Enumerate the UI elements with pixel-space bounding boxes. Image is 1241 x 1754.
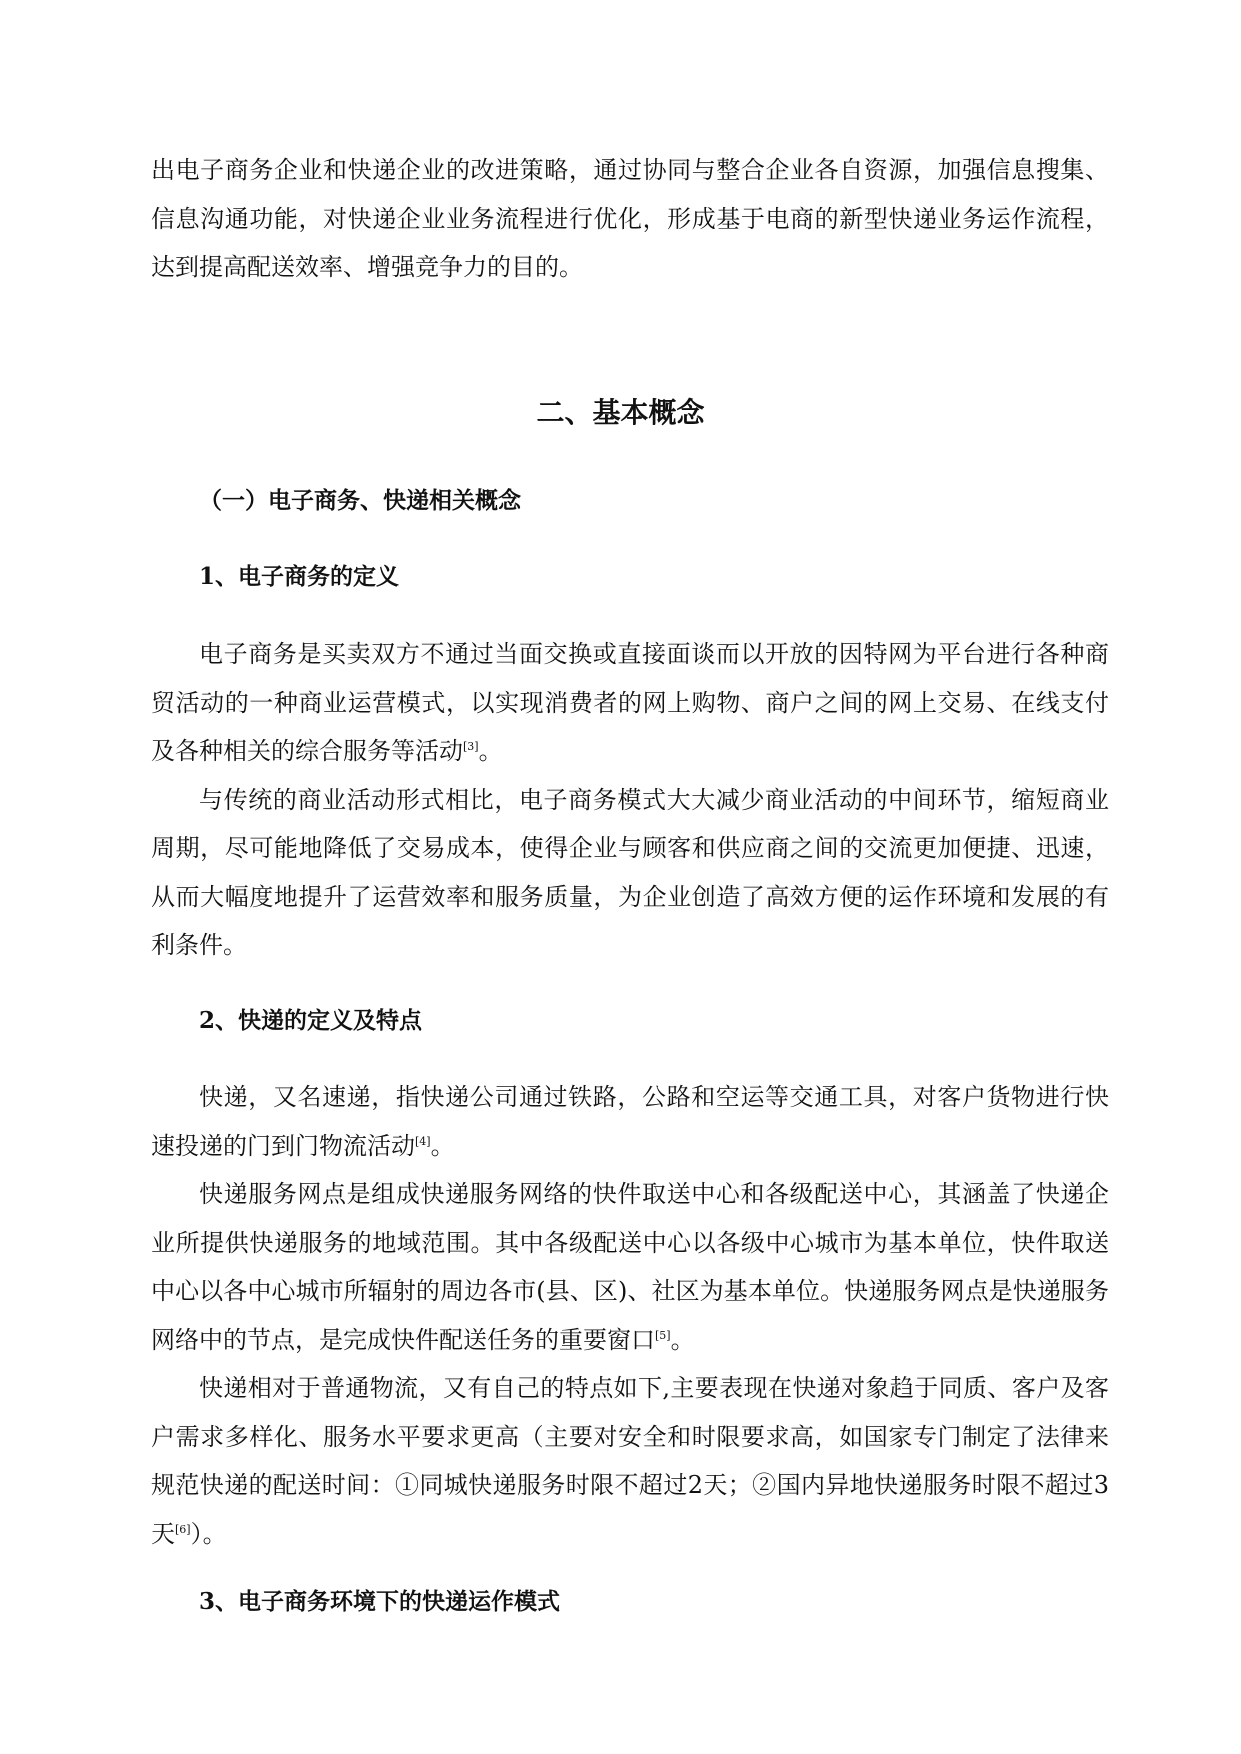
paragraph-express-network: 快递服务网点是组成快递服务网络的快件取送中心和各级配送中心，其涵盖了快递企业所提供快递服务的地域范围。其中各级配送中心以各级中心城市为基本单位，快件取送中心以各中心城市所辐射的周边各市(县、区)、社区为基本单位。快递服务网点是快递服务网络中的节点，是完成快件配送任务的重要窗口[5]。 <box>151 1180 1109 1354</box>
citation-4: [4] <box>415 1134 431 1148</box>
paragraph-ecommerce-definition: 电子商务是买卖双方不通过当面交换或直接面谈而以开放的因特网为平台进行各种商贸活动的一种商业运营模式，以实现消费者的网上购物、商户之间的网上交易、在线支付及各种相关的综合服务等活动[3]。 <box>151 640 1109 765</box>
citation-5: [5] <box>655 1328 671 1342</box>
intro-paragraph: 出电子商务企业和快递企业的改进策略，通过协同与整合企业各自资源，加强信息搜集、信息沟通功能，对快递企业业务流程进行优化，形成基于电商的新型快递业务运作流程，达到提高配送效率、增强竞争力的目的。 <box>151 156 1109 281</box>
item-heading-3: 3、电子商务环境下的快递运作模式 <box>199 1588 561 1615</box>
item-heading-2: 2、快递的定义及特点 <box>199 1007 423 1034</box>
intro-block <box>151 146 1109 292</box>
section-title: 二、基本概念 <box>536 396 705 429</box>
citation-3: [3] <box>463 740 479 753</box>
item-2-body <box>151 1073 1109 1558</box>
subsection-title: （一）电子商务、快递相关概念 <box>199 488 521 514</box>
citation-6: [6] <box>175 1522 191 1536</box>
paragraph-express-definition: 快递，又名速递，指快递公司通过铁路，公路和空运等交通工具，对客户货物进行快速投递的门到门物流活动[4]。 <box>151 1083 1109 1160</box>
item-1-body <box>151 630 1109 970</box>
item-heading-1: 1、电子商务的定义 <box>199 563 400 590</box>
paragraph-ecommerce-advantages: 与传统的商业活动形式相比，电子商务模式大大减少商业活动的中间环节，缩短商业周期，尽可能地降低了交易成本，使得企业与顾客和供应商之间的交流更加便捷、迅速，从而大幅度地提升了运营效率和服务质量，为企业创造了高效方便的运作环境和发展的有利条件。 <box>151 785 1109 959</box>
paragraph-express-features: 快递相对于普通物流，又有自己的特点如下,主要表现在快递对象趋于同质、客户及客户需求多样化、服务水平要求更高（主要对安全和时限要求高，如国家专门制定了法律来规范快递的配送时间：①同城快递服务时限不超过2天；②国内异地快递服务时限不超过3天[6]）。 <box>151 1374 1109 1548</box>
